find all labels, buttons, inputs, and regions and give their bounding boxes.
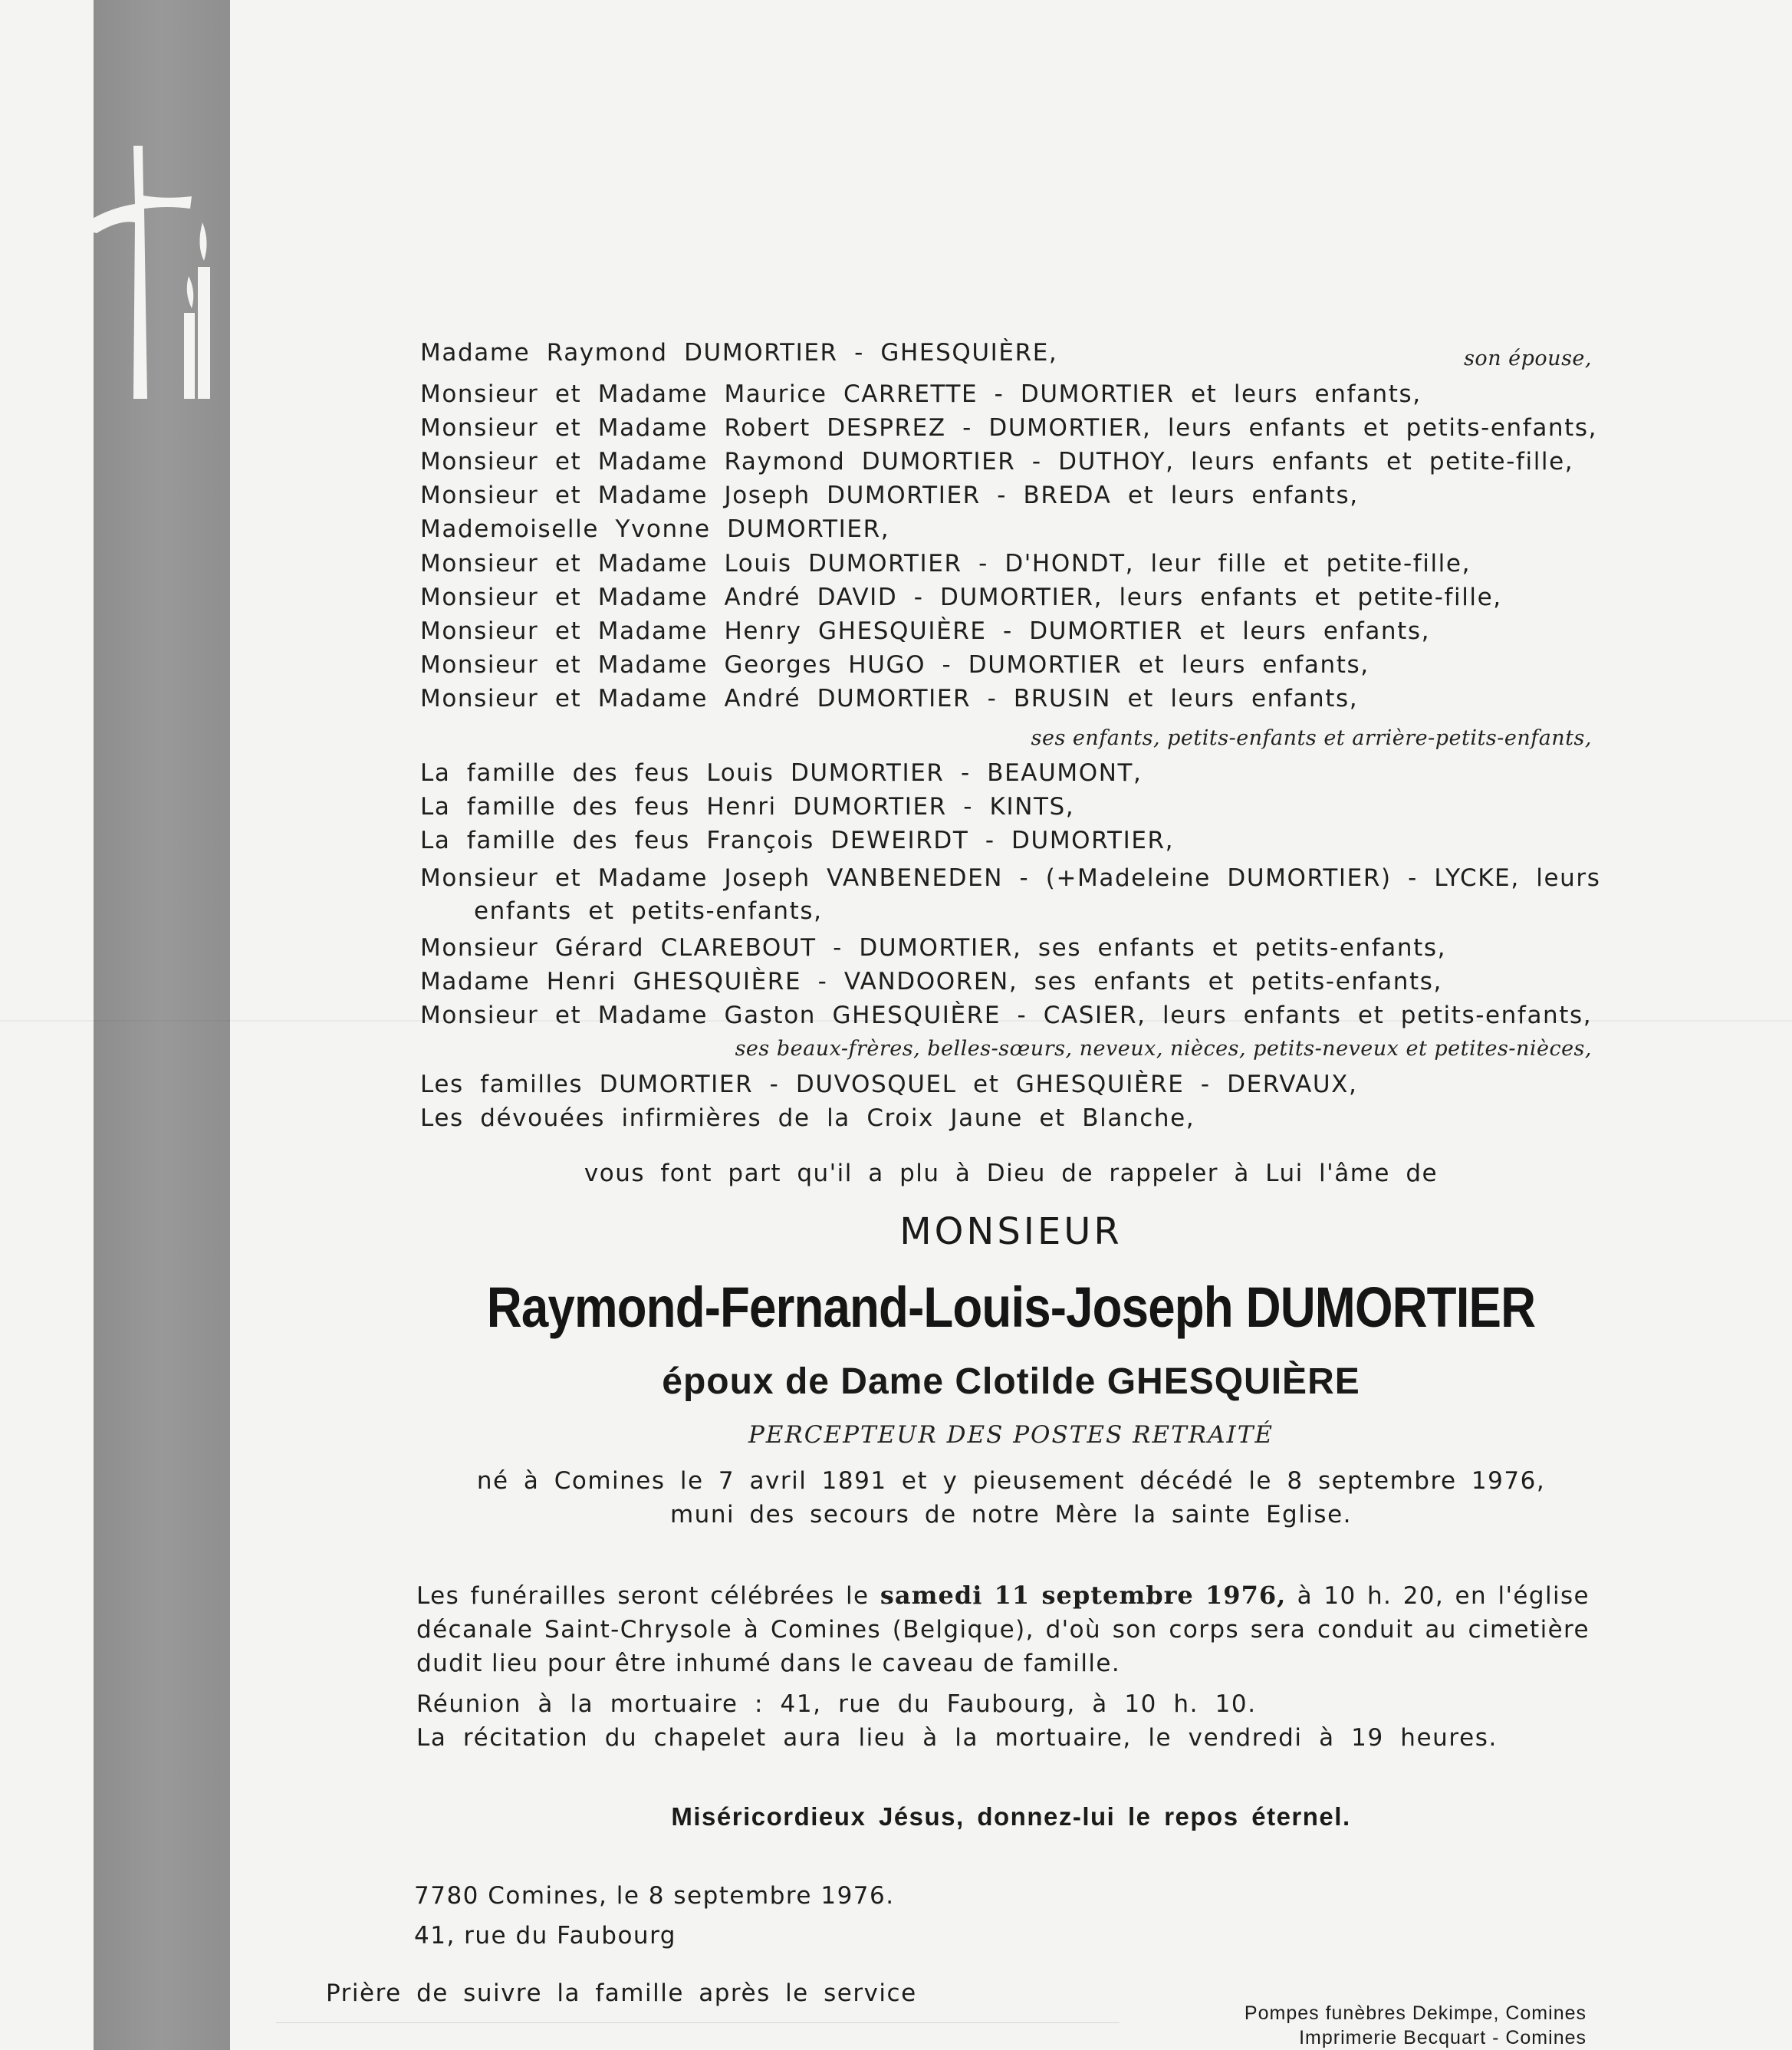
profession: PERCEPTEUR DES POSTES RETRAITÉ [748, 1421, 1274, 1449]
announcement-intro: vous font part qu'il a plu à Dieu de rappeler à Lui l'âme de [584, 1160, 1439, 1187]
mourner-line: Monsieur et Madame André DUMORTIER - BRUSIN et leurs enfants, [420, 685, 1359, 712]
follow-note: Prière de suivre la famille après le service [326, 1979, 917, 2007]
funeral-date: samedi 11 septembre 1976, [880, 1581, 1287, 1610]
funeral-text-before: Les funérailles seront célébrées le [416, 1582, 880, 1610]
closing-prayer: Miséricordieux Jésus, donnez-lui le repos éternel. [671, 1802, 1351, 1831]
mourner-line: Les familles DUMORTIER - DUVOSQUEL et GHESQUIÈRE - DERVAUX, [420, 1071, 1358, 1098]
role-children: ses enfants, petits-enfants et arrière-petits-enfants, [1031, 726, 1592, 750]
address-date-line: 7780 Comines, le 8 septembre 1976. [414, 1882, 895, 1910]
honorific: MONSIEUR [899, 1210, 1123, 1253]
meeting-info: Réunion à la mortuaire : 41, rue du Faubourg, à 10 h. 10. [416, 1690, 1257, 1718]
mourner-line: Mademoiselle Yvonne DUMORTIER, [420, 515, 890, 543]
mourner-line: Monsieur et Madame André DAVID - DUMORTIER, leurs enfants et petite-fille, [420, 584, 1502, 611]
mourner-line: Monsieur et Madame Georges HUGO - DUMORTIER et leurs enfants, [420, 651, 1369, 679]
mourner-line: La famille des feus Henri DUMORTIER - KINTS, [420, 793, 1075, 821]
mourner-line: La famille des feus François DEWEIRDT - DUMORTIER, [420, 827, 1175, 854]
bottom-rule [276, 2022, 1120, 2023]
mourner-line: Monsieur et Madame Raymond DUMORTIER - DUTHOY, leurs enfants et petite-fille, [420, 448, 1574, 475]
mourner-line: enfants et petits-enfants, [474, 897, 823, 925]
candle-icon [184, 222, 210, 399]
funeral-details [416, 1578, 1590, 1680]
mourner-line: Monsieur et Madame Gaston GHESQUIÈRE - CASIER, leurs enfants et petits-enfants, [420, 1002, 1593, 1029]
role-in-laws: ses beaux-frères, belles-sœurs, neveux, nièces, petits-neveux et petites-nièces, [735, 1037, 1592, 1061]
mourner-line: Madame Henri GHESQUIÈRE - VANDOOREN, ses enfants et petits-enfants, [420, 968, 1442, 995]
birth-death-dates: né à Comines le 7 avril 1891 et y pieusement décédé le 8 septembre 1976, [476, 1467, 1546, 1495]
mourner-line: Les dévouées infirmières de la Croix Jaune et Blanche, [420, 1104, 1195, 1132]
mourner-line: Monsieur et Madame Henry GHESQUIÈRE - DUMORTIER et leurs enfants, [420, 617, 1431, 645]
mourner-line: Monsieur et Madame Maurice CARRETTE - DUMORTIER et leurs enfants, [420, 380, 1422, 408]
mourner-line: Madame Raymond DUMORTIER - GHESQUIÈRE, [420, 339, 1058, 367]
mourner-line: Monsieur et Madame Joseph VANBENEDEN - (+Madeleine DUMORTIER) - LYCKE, leurs [420, 864, 1601, 892]
mourner-line: Monsieur Gérard CLAREBOUT - DUMORTIER, ses enfants et petits-enfants, [420, 934, 1447, 962]
cross-icon [77, 146, 192, 399]
funeral-home-credit: Pompes funèbres Dekimpe, Comines [1244, 2002, 1586, 2024]
deceased-name: Raymond-Fernand-Louis-Joseph DUMORTIER [486, 1275, 1536, 1339]
cross-and-candles-emblem [74, 138, 235, 414]
spouse-line: époux de Dame Clotilde GHESQUIÈRE [662, 1361, 1360, 1402]
role-spouse: son épouse, [1464, 347, 1592, 370]
address-street: 41, rue du Faubourg [414, 1922, 676, 1950]
funeral-text-after: à 10 h. 20, en l'église décanale Saint-Chrysole à Comines (Belgique), d'où son corps sera conduit au cimetière dudit lieu pour être inhumé dans le caveau de famille. [416, 1582, 1590, 1677]
mourner-line: La famille des feus Louis DUMORTIER - BEAUMONT, [420, 759, 1143, 787]
sacrament-line: muni des secours de notre Mère la sainte Eglise. [669, 1501, 1353, 1528]
mourner-line: Monsieur et Madame Joseph DUMORTIER - BREDA et leurs enfants, [420, 482, 1359, 509]
mourner-line: Monsieur et Madame Louis DUMORTIER - D'HONDT, leur fille et petite-fille, [420, 550, 1471, 577]
mourner-line: Monsieur et Madame Robert DESPREZ - DUMORTIER, leurs enfants et petits-enfants, [420, 414, 1598, 442]
printer-credit: Imprimerie Becquart - Comines [1299, 2027, 1586, 2048]
rosary-info: La récitation du chapelet aura lieu à la mortuaire, le vendredi à 19 heures. [416, 1724, 1498, 1752]
